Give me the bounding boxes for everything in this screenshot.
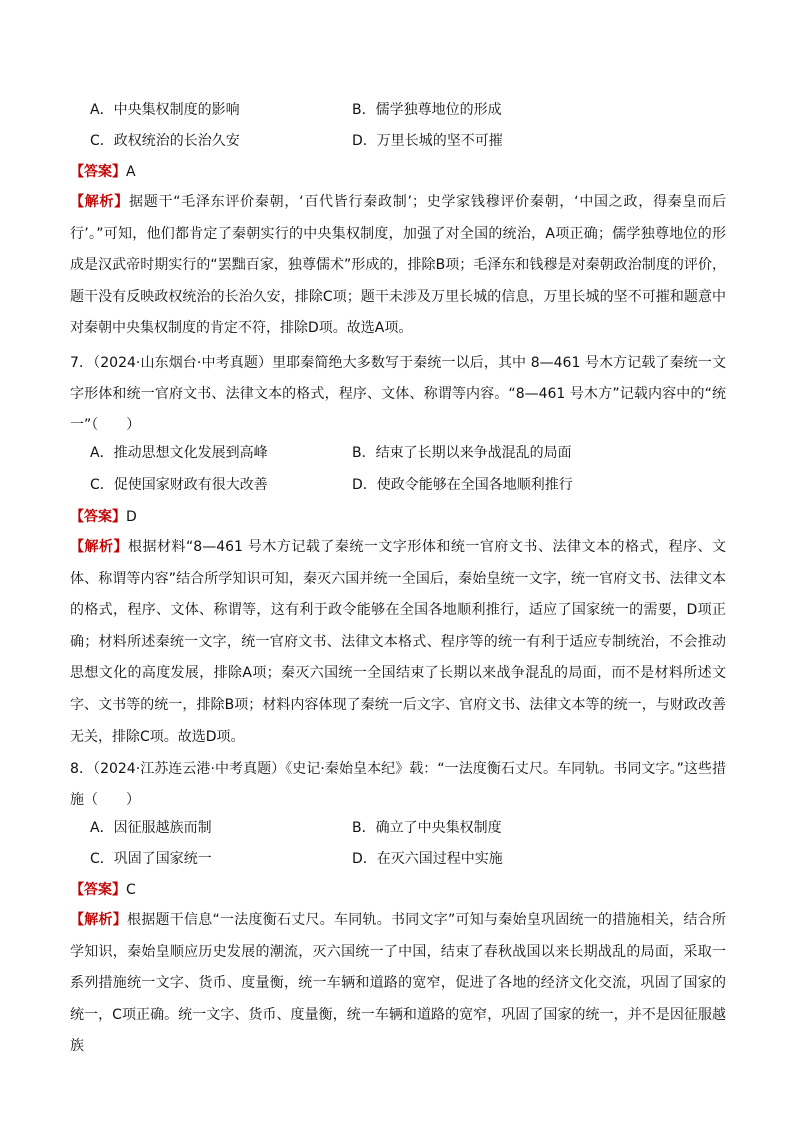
q6-option-row-2: [90, 131, 730, 151]
answer-tag: 【答案】: [70, 164, 126, 180]
answer-tag: 【答案】: [70, 882, 126, 898]
q7-option-d: D．使政令能够在全国各地顺利推行: [352, 477, 573, 493]
analysis-text: 根据材料“8—461 号木方记载了秦统一文字形体和统一官府文书、法律文本的格式，程序、文体、称谓等内容”结合所学知识可知，秦灭六国并统一全国后，秦始皇统一文字，统一官府文书、法律文本的格式，程序、文体、称谓等，这有利于政令能够在全国各地顺利推行，适应了国家统一的需要，D项正确；材料所述秦统一文字，统一官府文书、法律文本格式、程序等的统一有利于适应专制统治，不会推动思想文化的高度发展，排除A项；秦灭六国统一全国结束了长期以来战争混乱的局面，而不是材料所述文字、文书等的统一，排除B项；材料内容体现了秦统一后文字、官府文书、法律文本等的统一，与财政改善无关，排除C项。故选D项。: [70, 539, 726, 745]
answer-value: D: [126, 509, 137, 525]
q7-stem: 7．（2024·山东烟台·中考真题）里耶秦简绝大多数写于秦统一以后，其中 8—461 号木方记载了秦统一文字形体和统一官府文书、法律文本的格式，程序、文体、称谓等内容。“8—461 号木方”记载内容中的“统一”（ ）: [70, 355, 726, 433]
q7-option-row-2: [90, 475, 730, 495]
q8-stem: 8．（2024·江苏连云港·中考真题）《史记·秦始皇本纪》载：“一法度衡石丈尺。车同轨。书同文字。”这些措施（ ）: [70, 761, 726, 808]
analysis-text: 据题干“毛泽东评价秦朝，‘百代皆行秦政制’；史学家钱穆评价秦朝，‘中国之政，得秦皇而后行’。”可知，他们都肯定了秦朝实行的中央集权制度，加强了对全国的统治，A项正确；儒学独尊地位的形成是汉武帝时期实行的“罢黜百家，独尊儒术”形成的，排除B项；毛泽东和钱穆是对秦朝政治制度的评价，题干没有反映政权统治的长治久安，排除C项；题干未涉及万里长城的信息，万里长城的坚不可摧和题意中对秦朝中央集权制度的肯定不符，排除D项。故选A项。: [70, 194, 726, 337]
q7-answer: [70, 507, 137, 527]
answer-value: C: [126, 882, 136, 898]
analysis-tag: 【解析】: [70, 194, 129, 210]
q8-option-c: C．巩固了国家统一: [90, 851, 212, 867]
q8-option-row-2: [90, 849, 730, 869]
q8-option-a: A．因征服越族而制: [90, 820, 212, 836]
q7-option-a: A．推动思想文化发展到高峰: [90, 445, 268, 461]
q7-option-b: B．结束了长期以来争战混乱的局面: [352, 445, 572, 461]
q6-option-c: C．政权统治的长治久安: [90, 133, 240, 149]
analysis-tag: 【解析】: [70, 912, 127, 928]
answer-value: A: [126, 164, 136, 180]
q6-option-b: B．儒学独尊地位的形成: [352, 102, 502, 118]
q6-option-a: A．中央集权制度的影响: [90, 102, 240, 118]
q7-option-row-1: [90, 443, 730, 463]
q6-option-row-1: [90, 100, 730, 120]
q6-answer: [70, 162, 136, 182]
q8-option-b: B．确立了中央集权制度: [352, 820, 502, 836]
q8-option-d: D．在灭六国过程中实施: [352, 851, 503, 867]
q8-analysis: [70, 905, 726, 1063]
q8-answer: [70, 880, 136, 900]
q6-analysis: [70, 187, 726, 345]
answer-tag: 【答案】: [70, 509, 126, 525]
q7-option-c: C．促使国家财政有很大改善: [90, 477, 268, 493]
q7-analysis: [70, 532, 726, 753]
analysis-text: 根据题干信息“一法度衡石丈尺。车同轨。书同文字”可知与秦始皇巩固统一的措施相关，结合所学知识，秦始皇顺应历史发展的潮流，灭六国统一了中国，结束了春秋战国以来长期战乱的局面，采取一系列措施统一文字、货币、度量衡，统一车辆和道路的宽窄，促进了各地的经济文化交流，巩固了国家的统一，C项正确。统一文字、货币、度量衡，统一车辆和道路的宽窄，巩固了国家的统一，并不是因征服越族: [70, 912, 726, 1055]
q8-option-row-1: [90, 818, 730, 838]
analysis-tag: 【解析】: [70, 539, 129, 555]
q6-option-d: D．万里长城的坚不可摧: [352, 133, 503, 149]
